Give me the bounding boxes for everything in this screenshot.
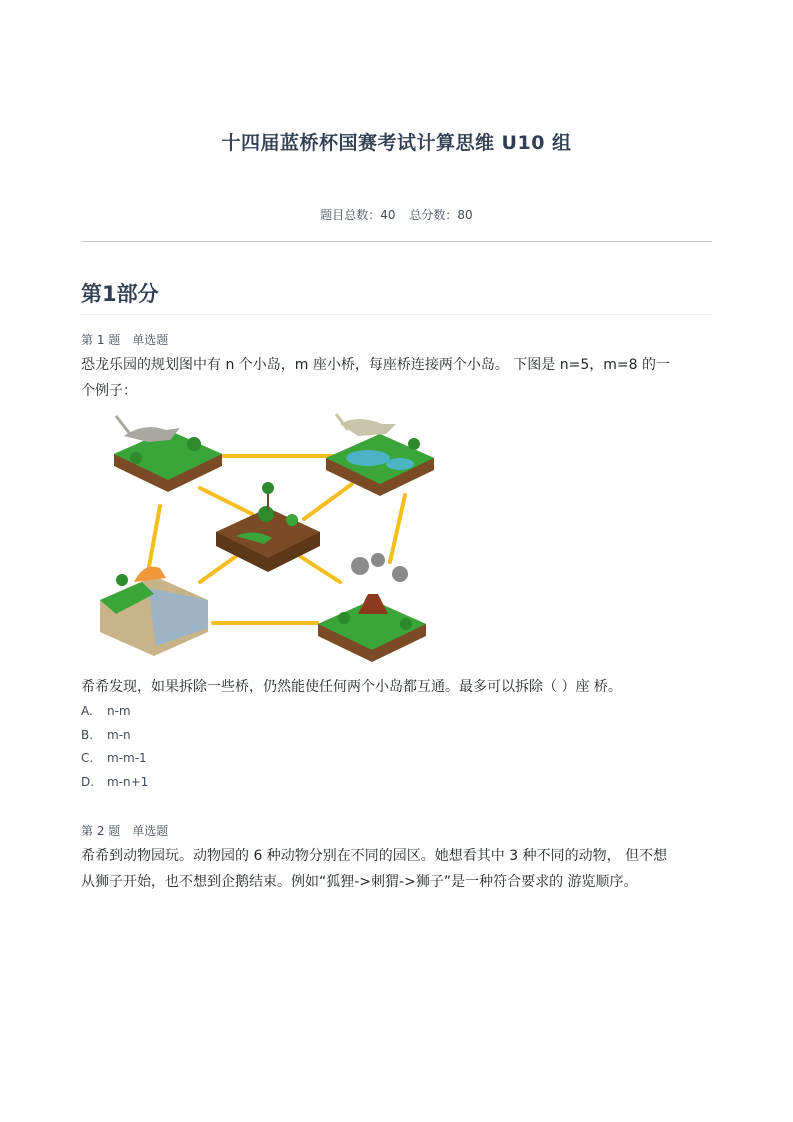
bridge-right — [390, 495, 405, 562]
bridge-center-bl — [200, 552, 242, 582]
question-2-text-line2: 从狮子开始，也不想到企鹅结束。例如“狐狸->刺猬->狮子”是一种符合要求的 游览顺序。 — [81, 874, 638, 890]
bridge-left — [148, 506, 160, 572]
island-bridge-figure — [96, 410, 448, 666]
question-2-number: 第 2 题 — [81, 824, 121, 838]
question-2-text-line1: 希希到动物园玩。动物园的 6 种动物分别在不同的园区。她想看其中 3 种不同的动物， 但不想 — [81, 848, 668, 864]
total-score: 总分数：80 — [409, 208, 473, 222]
island-top-left — [114, 416, 222, 492]
section-title: 第1部分 — [81, 282, 159, 306]
bridge-center-tr — [304, 484, 352, 519]
header-divider — [81, 241, 712, 242]
question-1-text-line2: 个例子： — [81, 383, 137, 399]
question-1-prompt: 希希发现，如果拆除一些桥，仍然能使任何两个小岛都互通。最多可以拆除（ ）座 桥。 — [81, 679, 622, 695]
question-2-header — [81, 822, 168, 839]
island-bottom-left — [100, 567, 208, 656]
question-1-header — [81, 331, 168, 348]
question-1-text-line1: 恐龙乐园的规划图中有 n 个小岛，m 座小桥，每座桥连接两个小岛。 下图是 n=5，m=8 的一 — [81, 357, 670, 373]
question-1-type: 单选题 — [132, 333, 169, 347]
option-c[interactable]: C. m-m-1 — [81, 751, 147, 765]
section-divider — [81, 314, 712, 315]
bridge-center-tl — [200, 488, 252, 514]
bridge-center-br — [298, 555, 340, 582]
exam-meta — [0, 206, 793, 223]
option-d[interactable]: D. m-n+1 — [81, 774, 149, 789]
total-questions: 题目总数：40 — [320, 208, 396, 222]
island-bottom-right — [318, 553, 426, 662]
question-1-number: 第 1 题 — [81, 333, 121, 347]
page-title: 十四届蓝桥杯国赛考试计算思维 U10 组 — [221, 132, 572, 154]
option-b[interactable]: B. m-n — [81, 727, 131, 742]
question-1-text — [81, 352, 713, 404]
island-top-right — [326, 414, 434, 496]
option-a[interactable]: A. n-m — [81, 704, 131, 718]
question-1-options — [81, 700, 148, 794]
question-2-type: 单选题 — [132, 824, 169, 838]
question-2-text — [81, 843, 713, 895]
